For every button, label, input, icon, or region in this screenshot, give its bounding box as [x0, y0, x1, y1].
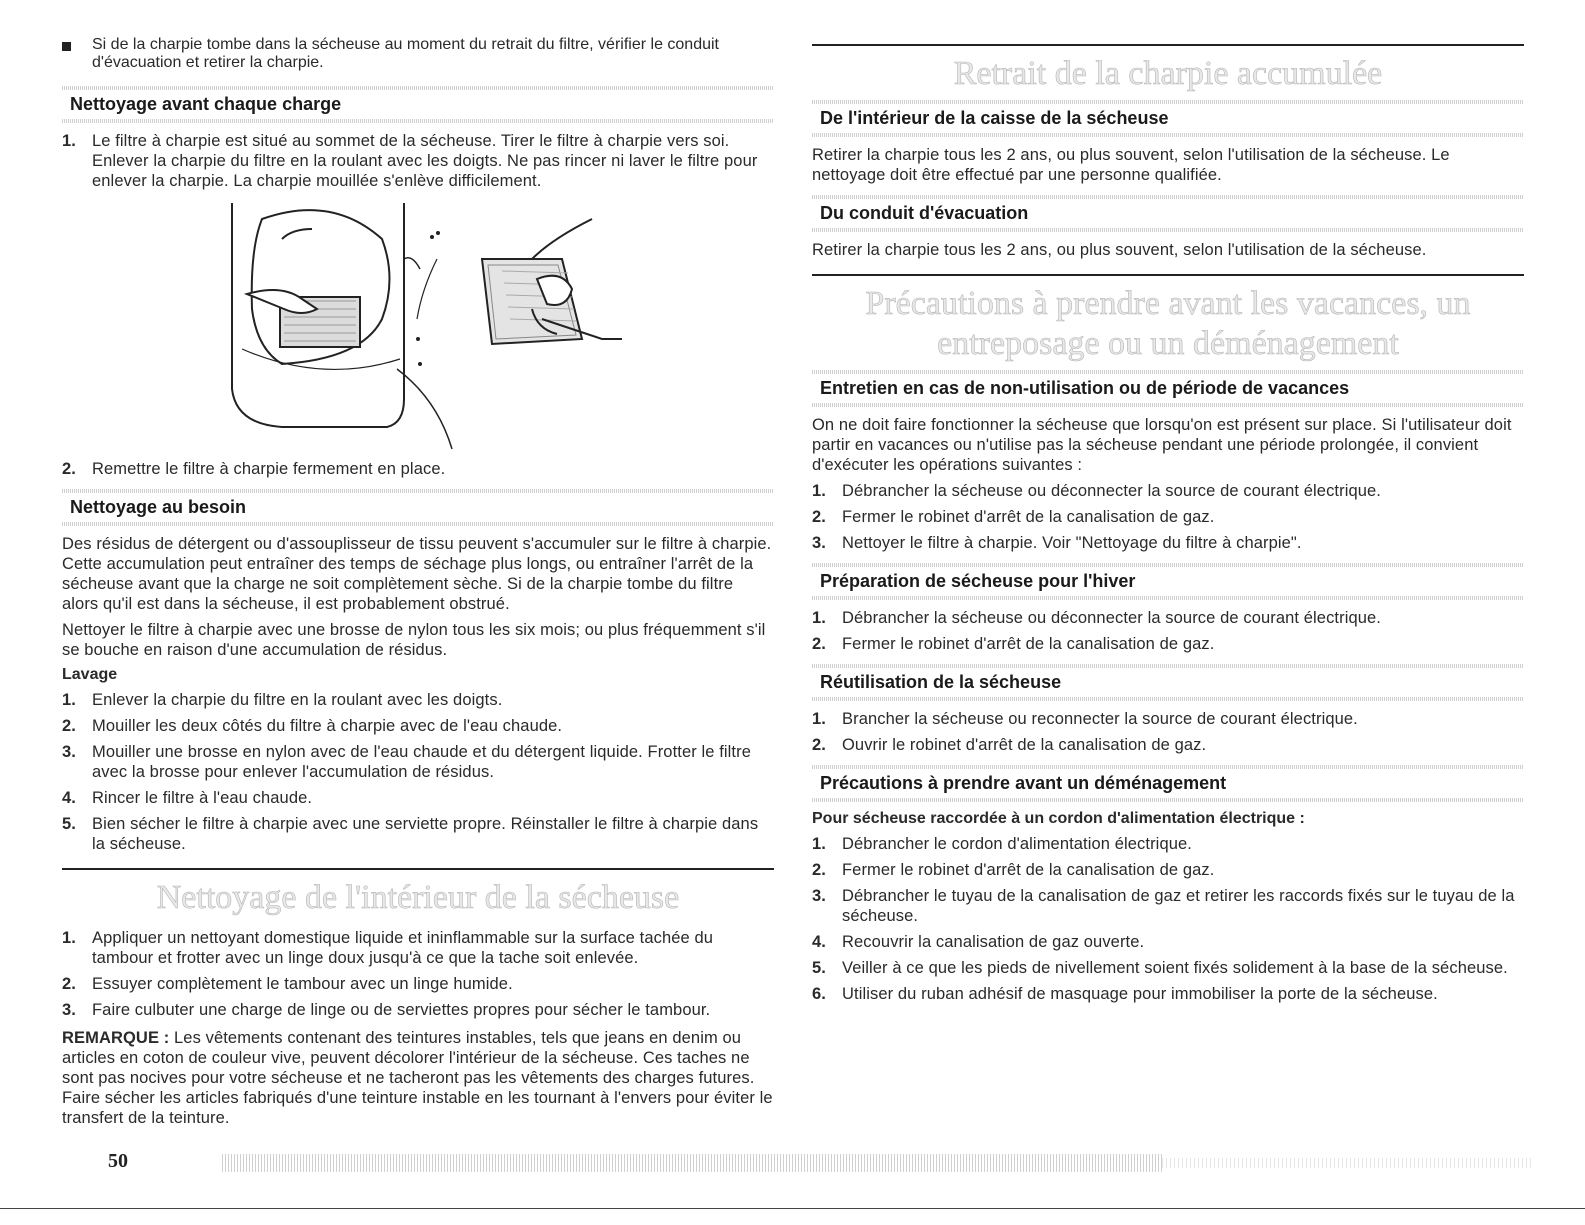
- list-item: 3. Faire culbuter une charge de linge ou de serviettes propres pour sécher le tambour.: [62, 1001, 711, 1019]
- dryer-lint-filter-drawing: [222, 199, 662, 449]
- list-item: 2. Fermer le robinet d'arrêt de la canalisation de gaz.: [812, 861, 1215, 879]
- list-item: 1. Le filtre à charpie est situé au sommet de la sécheuse. Tirer le filtre à charpie vers soi. Enlever la charpie du filtre en la roulant avec les doigts. Ne pas rincer ni laver le filtre pour enlever la charpie. La charpie mouillée s'enlève difficilement.: [62, 132, 758, 190]
- steps-list: [812, 709, 1524, 755]
- square-bullet-icon: [62, 42, 71, 51]
- list-item: 1. Débrancher la sécheuse ou déconnecter la source de courant électrique.: [812, 609, 1381, 627]
- list-item: 2. Fermer le robinet d'arrêt de la canalisation de gaz.: [812, 635, 1215, 653]
- footer-decorative-band: [222, 1154, 1162, 1172]
- note-text: Les vêtements contenant des teintures instables, tels que jeans en denim ou articles en coton de couleur vive, peuvent décolorer l'intérieur de la sécheuse. Ces taches ne sont pas nocives pour votre sécheuse et ne tacheront pas les vêtements des charges futures. Faire sécher les articles fabriqués d'une teinture instable en les tournant à l'envers pour éviter le transfert de la teinture.: [62, 1029, 773, 1127]
- list-item: 3. Mouiller une brosse en nylon avec de l'eau chaude et du détergent liquide. Frotter le filtre avec la brosse pour enlever l'accumulation de résidus.: [62, 743, 751, 781]
- paragraph: Retirer la charpie tous les 2 ans, ou plus souvent, selon l'utilisation de la sécheuse.: [812, 241, 1427, 259]
- list-item: 1. Débrancher le cordon d'alimentation électrique.: [812, 835, 1192, 853]
- list-item: 3. Nettoyer le filtre à charpie. Voir "Nettoyage du filtre à charpie".: [812, 534, 1302, 552]
- paragraph: Nettoyer le filtre à charpie avec une brosse de nylon tous les six mois; ou plus fréquemment s'il se bouche en raison d'une accumulation de résidus.: [62, 621, 766, 659]
- section-heading-demenagement: Précautions à prendre avant un déménagement: [812, 769, 1524, 798]
- steps-list: [812, 834, 1524, 1004]
- section-title-precautions: Précautions à prendre avant les vacances, un entreposage ou un déménagement: [812, 274, 1524, 364]
- left-column: [62, 36, 774, 1134]
- lint-filter-illustration: [222, 199, 662, 449]
- list-item: 1. Brancher la sécheuse ou reconnecter la source de courant électrique.: [812, 710, 1358, 728]
- list-item: 4. Recouvrir la canalisation de gaz ouverte.: [812, 933, 1145, 951]
- paragraph: On ne doit faire fonctionner la sécheuse que lorsqu'on est présent sur place. Si l'utilisateur doit partir en vacances ou n'utilise pas la sécheuse pendant une période prolongée, il convient d'exécuter les opérations suivantes :: [812, 416, 1512, 474]
- list-item: 2. Ouvrir le robinet d'arrêt de la canalisation de gaz.: [812, 736, 1207, 754]
- list-item: 2. Remettre le filtre à charpie fermement en place.: [62, 460, 446, 478]
- list-item: 4. Rincer le filtre à l'eau chaude.: [62, 789, 313, 807]
- section-heading-entretien-vacances: Entretien en cas de non-utilisation ou de période de vacances: [812, 374, 1524, 403]
- bottom-divider: [0, 1208, 1585, 1209]
- list-item: 3. Débrancher le tuyau de la canalisation de gaz et retirer les raccords fixés sur le tuyau de la sécheuse.: [812, 887, 1515, 925]
- section-heading-interieur-caisse: De l'intérieur de la caisse de la sécheuse: [812, 104, 1524, 133]
- steps-list: [812, 608, 1524, 654]
- list-item: 2. Mouiller les deux côtés du filtre à charpie avec de l'eau chaude.: [62, 717, 563, 735]
- steps-list: [62, 459, 774, 479]
- steps-list: [62, 928, 774, 1020]
- list-item: 1. Débrancher la sécheuse ou déconnecter la source de courant électrique.: [812, 482, 1381, 500]
- list-item: 5. Bien sécher le filtre à charpie avec une serviette propre. Réinstaller le filtre à charpie dans la sécheuse.: [62, 815, 759, 853]
- intro-bullet: [62, 36, 774, 72]
- note-label: REMARQUE :: [62, 1029, 170, 1047]
- section-title-nettoyage-interieur: Nettoyage de l'intérieur de la sécheuse: [62, 868, 774, 918]
- note-paragraph: [62, 1028, 774, 1128]
- footer-decorative-fade: [1162, 1158, 1532, 1168]
- steps-list: [62, 690, 774, 854]
- right-column: [812, 44, 1524, 1012]
- section-heading-preparation-hiver: Préparation de sécheuse pour l'hiver: [812, 567, 1524, 596]
- intro-bullet-text: Si de la charpie tombe dans la sécheuse au moment du retrait du filtre, vérifier le conduit d'évacuation et retirer la charpie.: [92, 36, 719, 71]
- paragraph: Retirer la charpie tous les 2 ans, ou plus souvent, selon l'utilisation de la sécheuse. Le nettoyage doit être effectué par une personne qualifiée.: [812, 146, 1450, 184]
- list-item: 2. Fermer le robinet d'arrêt de la canalisation de gaz.: [812, 508, 1215, 526]
- page-number: 50: [108, 1150, 128, 1172]
- lavage-label: Lavage: [62, 666, 118, 683]
- paragraph: Des résidus de détergent ou d'assouplisseur de tissu peuvent s'accumuler sur le filtre à charpie. Cette accumulation peut entraîner des temps de séchage plus longs, ou entraîner l'arrêt de la sécheuse avant que la charge ne soit complètement sèche. Si de la charpie tombe du filtre alors qu'il est dans la sécheuse, il est probablement obstrué.: [62, 535, 772, 613]
- list-item: 2. Essuyer complètement le tambour avec un linge humide.: [62, 975, 513, 993]
- section-heading-conduit-evacuation: Du conduit d'évacuation: [812, 199, 1524, 228]
- section-heading-nettoyage-au-besoin: Nettoyage au besoin: [62, 493, 774, 522]
- page-footer: [62, 1148, 1462, 1178]
- section-heading-reutilisation: Réutilisation de la sécheuse: [812, 668, 1524, 697]
- power-cord-label: Pour sécheuse raccordée à un cordon d'alimentation électrique :: [812, 810, 1305, 827]
- steps-list: [812, 481, 1524, 553]
- list-item: 1. Appliquer un nettoyant domestique liquide et ininflammable sur la surface tachée du tambour et frotter avec un linge doux jusqu'à ce que la tache soit enlevée.: [62, 929, 714, 967]
- list-item: 6. Utiliser du ruban adhésif de masquage pour immobiliser la porte de la sécheuse.: [812, 985, 1438, 1003]
- section-heading-nettoyage-avant-chaque-charge: Nettoyage avant chaque charge: [62, 90, 774, 119]
- list-item: 5. Veiller à ce que les pieds de nivellement soient fixés solidement à la base de la sécheuse.: [812, 959, 1508, 977]
- section-title-retrait-charpie: Retrait de la charpie accumulée: [812, 44, 1524, 94]
- list-item: 1. Enlever la charpie du filtre en la roulant avec les doigts.: [62, 691, 503, 709]
- steps-list: [62, 131, 774, 191]
